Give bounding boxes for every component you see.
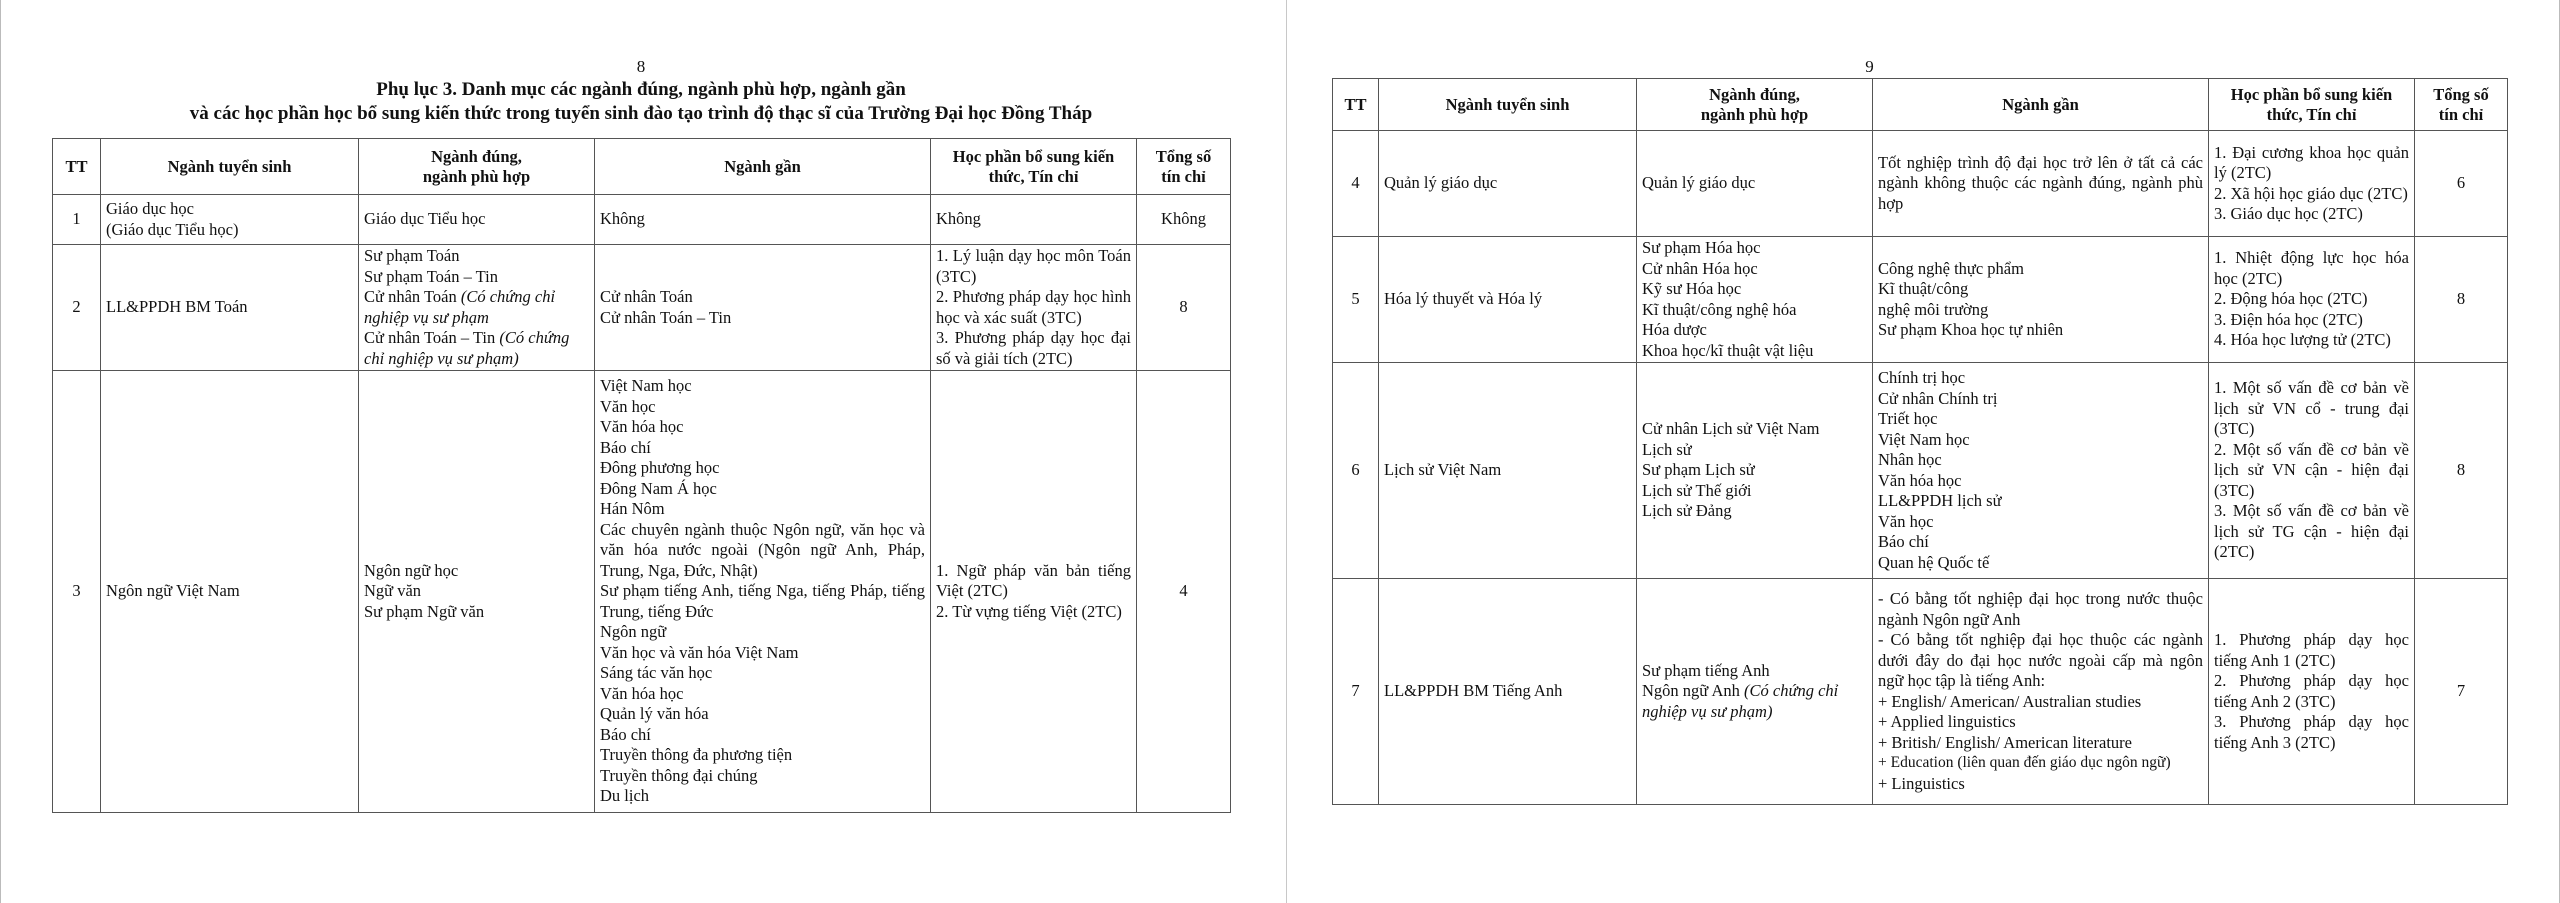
- cell-hoc-phan: [2209, 363, 2415, 579]
- page-right: [1332, 0, 2489, 805]
- list-item: Sư phạm Khoa học tự nhiên: [1878, 320, 2064, 339]
- left-edge: [0, 0, 1, 903]
- header-tong-line1: Tổng số: [2433, 84, 2489, 104]
- header-nganh-dung: [1637, 79, 1873, 131]
- list-item: + Applied linguistics: [1878, 712, 2016, 731]
- cell-tt: 3: [53, 371, 101, 813]
- cell-text-italic: (Có chứng chỉ nghiệp vụ sư phạm): [364, 328, 570, 368]
- cell-text: 2. Phương pháp dạy học hình học và xác suất (3TC): [936, 287, 1131, 327]
- cell-tt: 2: [53, 245, 101, 371]
- list-item: 3. Một số vấn đề cơ bản về lịch sử TG cận - hiện đại (2TC): [2214, 501, 2409, 562]
- list-item: 2. Động hóa học (2TC): [2214, 289, 2368, 309]
- list-item: 1. Một số vấn đề cơ bản về lịch sử VN cổ - trung đại (3TC): [2214, 378, 2409, 439]
- list-item: Báo chí: [1878, 532, 1929, 551]
- cell-text: [364, 287, 589, 328]
- list-item: 3. Điện hóa học (2TC): [2214, 309, 2363, 329]
- header-tong-so: [2415, 79, 2508, 131]
- header-tt: TT: [53, 139, 101, 195]
- cell-nganh-gan: Tốt nghiệp trình độ đại học trở lên ở tất cả các ngành không thuộc các ngành đúng, ngành phù hợp: [1873, 131, 2209, 237]
- cell-hoc-phan: Không: [931, 195, 1137, 245]
- list-item: + Education (liên quan đến giáo dục ngôn ngữ): [1878, 754, 2171, 771]
- list-item: - Có bằng tốt nghiệp đại học trong nước thuộc ngành Ngôn ngữ Anh: [1878, 589, 2203, 629]
- list-item: Sáng tác văn học: [600, 663, 713, 683]
- list-item: Văn hóa học: [600, 417, 684, 437]
- page-number: 9: [1865, 57, 1874, 76]
- cell-hoc-phan: [931, 371, 1137, 813]
- list-item: + English/ American/ Australian studies: [1878, 691, 2142, 711]
- cell-tong: 8: [2415, 237, 2508, 363]
- cell-nganh-gan: [1873, 579, 2209, 805]
- header-nganh-dung-line2: ngành phù hợp: [1700, 104, 1809, 124]
- cell-text-italic: (Có chứng chỉ nghiệp vụ sư phạm): [1642, 681, 1839, 721]
- cell-text: Cử nhân Toán: [600, 287, 693, 306]
- cell-tuyen-sinh: [101, 195, 359, 245]
- list-item: Sư phạm tiếng Anh, tiếng Nga, tiếng Pháp, tiếng Trung, tiếng Đức: [600, 581, 925, 621]
- cell-text: 1. Ngữ pháp văn bản tiếng Việt (2TC): [936, 560, 1131, 601]
- list-item: Hóa dược: [1642, 320, 1707, 339]
- cell-text: (Giáo dục Tiểu học): [106, 219, 239, 239]
- cell-tong: 4: [1137, 371, 1231, 813]
- table-row: [53, 371, 1231, 813]
- list-item: Cử nhân Lịch sử Việt Nam: [1642, 419, 1820, 439]
- list-item: Truyền thông đại chúng: [600, 765, 758, 785]
- list-item: Triết học: [1878, 409, 1938, 428]
- list-item: nghệ môi trường: [1878, 299, 1989, 319]
- cell-nganh-dung: [359, 371, 595, 813]
- list-item: Du lịch: [600, 786, 650, 806]
- list-item: Nhân học: [1878, 450, 1942, 469]
- list-item: 3. Phương pháp dạy học tiếng Anh 3 (2TC): [2214, 712, 2409, 752]
- list-item: Cử nhân Chính trị: [1878, 388, 1998, 408]
- cell-tong: Không: [1137, 195, 1231, 245]
- table-header-row: [1333, 79, 2508, 131]
- list-item: Văn hóa học: [600, 683, 684, 703]
- cell-tuyen-sinh: LL&PPDH BM Toán: [101, 245, 359, 371]
- cell-text: 2. Xã hội học giáo dục (2TC): [2214, 183, 2408, 203]
- cell-text-normal: Cử nhân Toán: [364, 287, 461, 306]
- header-tong-so: [1137, 139, 1231, 195]
- cell-tt: 5: [1333, 237, 1379, 363]
- list-item: 2. Một số vấn đề cơ bản về lịch sử VN cận - hiện đại (3TC): [2214, 439, 2409, 500]
- table-row: [1333, 237, 2508, 363]
- header-nganh-dung-line1: Ngành đúng,: [1709, 84, 1800, 104]
- header-hoc-phan: [931, 139, 1137, 195]
- list-item: Đông Nam Á học: [600, 478, 717, 498]
- list-item: Ngôn ngữ: [600, 622, 667, 642]
- cell-tuyen-sinh: LL&PPDH BM Tiếng Anh: [1379, 579, 1637, 805]
- list-item: Việt Nam học: [1878, 429, 1970, 449]
- list-item: Khoa học/kĩ thuật vật liệu: [1642, 340, 1814, 360]
- document-title-line2: và các học phần học bổ sung kiến thức trong tuyển sinh đào tạo trình độ thạc sĩ của Trường Đại học Đồng Tháp: [189, 103, 1093, 124]
- list-item: 4. Hóa học lượng tử (2TC): [2214, 330, 2391, 350]
- cell-text: 1. Lý luận dạy học môn Toán (3TC): [936, 246, 1131, 286]
- header-hoc-phan: [2209, 79, 2415, 131]
- list-item: Sư phạm Lịch sử: [1642, 460, 1755, 480]
- cell-text: Sư phạm Toán: [364, 246, 460, 265]
- list-item: + British/ English/ American literature: [1878, 732, 2133, 752]
- list-item: Hán Nôm: [600, 499, 665, 519]
- appendix-table-left: [52, 138, 1231, 813]
- cell-hoc-phan: [2209, 237, 2415, 363]
- list-item: Chính trị học: [1878, 368, 1966, 387]
- cell-tt: 7: [1333, 579, 1379, 805]
- cell-text: 3. Phương pháp dạy học đại số và giải tích (2TC): [936, 328, 1131, 368]
- list-item: Lịch sử Thế giới: [1642, 480, 1752, 500]
- header-nganh-gan: Ngành gần: [1873, 79, 2209, 131]
- cell-text: Sư phạm Ngữ văn: [364, 601, 485, 621]
- appendix-table-right: [1332, 78, 2508, 805]
- cell-tong: 8: [1137, 245, 1231, 371]
- cell-nganh-dung: [359, 245, 595, 371]
- header-hoc-phan-line2: thức, Tín chỉ: [2266, 104, 2357, 124]
- header-hoc-phan-line2: thức, Tín chỉ: [988, 166, 1079, 186]
- table-row: [1333, 579, 2508, 805]
- list-item: Văn học: [600, 396, 656, 416]
- cell-nganh-gan: [595, 371, 931, 813]
- header-hoc-phan-line1: Học phần bổ sung kiến: [952, 146, 1115, 166]
- table-row: [1333, 363, 2508, 579]
- cell-text: [1642, 681, 1867, 722]
- cell-text-normal: Ngôn ngữ Anh: [1642, 681, 1744, 701]
- cell-hoc-phan: [931, 245, 1137, 371]
- list-item: Quản lý văn hóa: [600, 704, 709, 724]
- cell-tuyen-sinh: Hóa lý thuyết và Hóa lý: [1379, 237, 1637, 363]
- header-nganh-dung-line2: ngành phù hợp: [422, 166, 531, 186]
- list-item: Quan hệ Quốc tế: [1878, 552, 1990, 572]
- list-item: Văn học: [1878, 511, 1934, 531]
- cell-nganh-gan: [1873, 237, 2209, 363]
- table-row: [53, 195, 1231, 245]
- cell-hoc-phan: [2209, 131, 2415, 237]
- header-nganh-gan: Ngành gần: [595, 139, 931, 195]
- cell-text: 2. Từ vựng tiếng Việt (2TC): [936, 601, 1122, 621]
- cell-nganh-dung: Giáo dục Tiểu học: [359, 195, 595, 245]
- cell-nganh-gan: [595, 245, 931, 371]
- header-tong-line2: tín chỉ: [1161, 166, 1206, 186]
- cell-tong: 7: [2415, 579, 2508, 805]
- header-tt: TT: [1333, 79, 1379, 131]
- cell-text: Cử nhân Toán – Tin: [600, 307, 732, 327]
- list-item: Lịch sử Đảng: [1642, 501, 1732, 521]
- cell-nganh-dung: [1637, 363, 1873, 579]
- page-number: 8: [636, 57, 646, 76]
- header-tong-line1: Tổng số: [1155, 146, 1212, 166]
- document-title-line1: Phụ lục 3. Danh mục các ngành đúng, ngành phù hợp, ngành gần: [376, 79, 906, 100]
- list-item: Báo chí: [600, 437, 651, 457]
- cell-text: Sư phạm tiếng Anh: [1642, 660, 1770, 680]
- cell-tt: 4: [1333, 131, 1379, 237]
- cell-tong: 6: [2415, 131, 2508, 237]
- header-nganh-tuyen-sinh: Ngành tuyển sinh: [1379, 79, 1637, 131]
- cell-text: [364, 328, 589, 369]
- cell-tt: 1: [53, 195, 101, 245]
- list-item: + Linguistics: [1878, 773, 1965, 793]
- cell-tuyen-sinh: Quản lý giáo dục: [1379, 131, 1637, 237]
- list-item: Việt Nam học: [600, 376, 692, 396]
- list-item: Đông phương học: [600, 458, 720, 478]
- cell-nganh-dung: Quản lý giáo dục: [1637, 131, 1873, 237]
- cell-hoc-phan: [2209, 579, 2415, 805]
- cell-text: Giáo dục học: [106, 199, 194, 218]
- header-nganh-dung-line1: Ngành đúng,: [431, 146, 522, 166]
- cell-text: 3. Giáo dục học (2TC): [2214, 204, 2363, 223]
- header-nganh-dung: [359, 139, 595, 195]
- list-item: 2. Phương pháp dạy học tiếng Anh 2 (3TC): [2214, 671, 2409, 711]
- cell-tuyen-sinh: Lịch sử Việt Nam: [1379, 363, 1637, 579]
- cell-nganh-gan: [1873, 363, 2209, 579]
- cell-nganh-gan: Không: [595, 195, 931, 245]
- cell-text: 1. Đại cương khoa học quản lý (2TC): [2214, 142, 2409, 182]
- list-item: Kỹ sư Hóa học: [1642, 279, 1742, 298]
- list-item: 1. Nhiệt động lực học hóa học (2TC): [2214, 248, 2409, 288]
- page-divider: [1286, 0, 1287, 903]
- list-item: Sư phạm Hóa học: [1642, 238, 1761, 257]
- header-hoc-phan-line1: Học phần bổ sung kiến: [2230, 84, 2393, 104]
- list-item: Báo chí: [600, 724, 651, 744]
- list-item: Công nghệ thực phẩm: [1878, 258, 2024, 278]
- cell-text-italic: (Có chứng chỉ nghiệp vụ sư phạm: [364, 287, 556, 327]
- list-item: Văn học và văn hóa Việt Nam: [600, 642, 799, 662]
- list-item: 1. Phương pháp dạy học tiếng Anh 1 (2TC): [2214, 630, 2409, 670]
- list-item: Cử nhân Hóa học: [1642, 258, 1758, 278]
- header-nganh-tuyen-sinh: Ngành tuyển sinh: [101, 139, 359, 195]
- cell-text: Ngữ văn: [364, 581, 422, 601]
- list-item: Kĩ thuật/công: [1878, 279, 1969, 298]
- table-row: [1333, 131, 2508, 237]
- table-header-row: [53, 139, 1231, 195]
- cell-text: Ngôn ngữ học: [364, 560, 459, 580]
- cell-nganh-dung: [1637, 237, 1873, 363]
- cell-tong: 8: [2415, 363, 2508, 579]
- list-item: Truyền thông đa phương tiện: [600, 745, 793, 765]
- cell-tt: 6: [1333, 363, 1379, 579]
- list-item: - Có bằng tốt nghiệp đại học thuộc các ngành dưới đây do đại học nước ngoài cấp mà ngôn ngữ học tập là tiếng Anh:: [1878, 630, 2203, 690]
- list-item: Văn hóa học: [1878, 470, 1962, 490]
- header-tong-line2: tín chỉ: [2438, 104, 2484, 124]
- cell-nganh-dung: [1637, 579, 1873, 805]
- cell-tuyen-sinh: Ngôn ngữ Việt Nam: [101, 371, 359, 813]
- page-left: [52, 0, 1230, 813]
- list-item: LL&PPDH lịch sử: [1878, 491, 2002, 510]
- list-item: Kĩ thuật/công nghệ hóa: [1642, 299, 1797, 319]
- list-item: Các chuyên ngành thuộc Ngôn ngữ, văn học và văn hóa nước ngoài (Ngôn ngữ Anh, Pháp, Trung, Nga, Đức, Nhật): [600, 519, 925, 580]
- cell-text: Sư phạm Toán – Tin: [364, 266, 499, 286]
- list-item: Lịch sử: [1642, 439, 1692, 459]
- cell-text-normal: Cử nhân Toán – Tin: [364, 328, 500, 347]
- table-row: [53, 245, 1231, 371]
